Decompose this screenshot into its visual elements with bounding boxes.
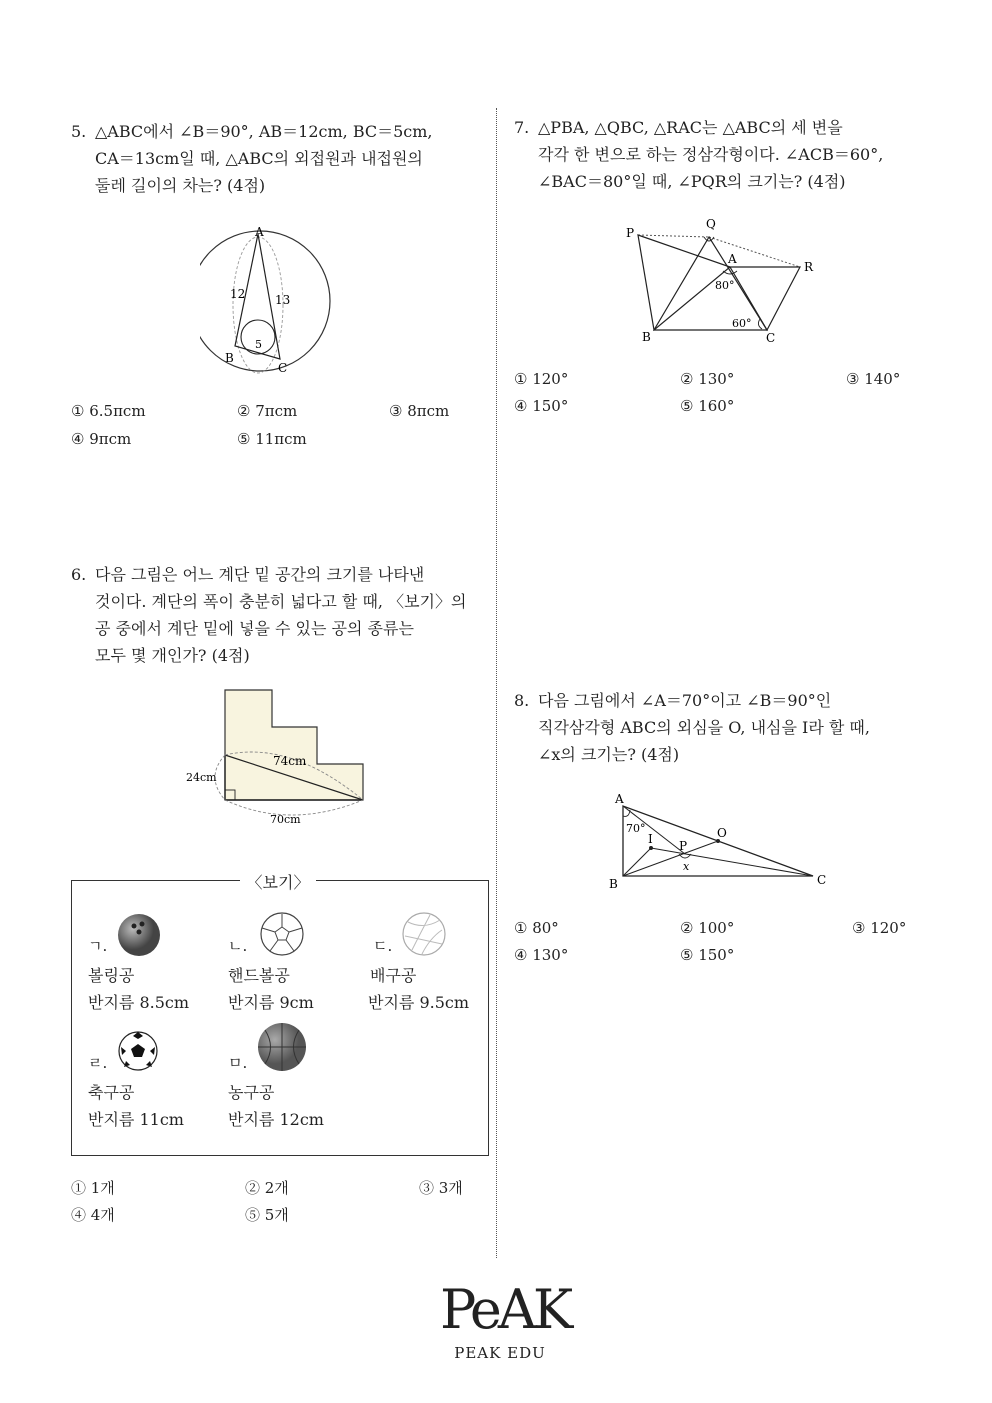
- question-7: [514, 114, 924, 195]
- label-o: O: [717, 826, 727, 840]
- ball-radius: 반지름 11cm: [88, 1110, 184, 1129]
- logo-mark: PeAK: [440, 1278, 570, 1341]
- question-number: 5.: [71, 122, 87, 141]
- question-text-line: 각각 한 변으로 하는 정삼각형이다. ∠ACB＝60°,: [538, 145, 884, 164]
- label-a: A: [615, 792, 624, 806]
- ball-name: 배구공: [370, 966, 417, 985]
- label-side-bc: 5: [255, 338, 262, 351]
- question-number: 7.: [514, 118, 530, 137]
- ball-name: 핸드볼공: [228, 966, 290, 985]
- choice-4[interactable]: ④ 9πcm: [71, 430, 132, 448]
- ball-name: 축구공: [88, 1083, 135, 1102]
- ball-name: 농구공: [228, 1083, 275, 1102]
- q8-figure-right-triangle: [605, 788, 835, 893]
- ball-letter: ㄱ.: [88, 937, 108, 955]
- choice-4[interactable]: ④ 150°: [514, 397, 569, 415]
- q6-figure-staircase: [180, 685, 380, 830]
- choice-5[interactable]: ⑤ 5개: [245, 1206, 289, 1224]
- question-text-line: 모두 몇 개인가? (4점): [95, 646, 250, 665]
- choice-1[interactable]: ① 6.5πcm: [71, 402, 146, 420]
- label-base: 70cm: [270, 813, 301, 826]
- label-angle-c: 60°: [732, 317, 752, 330]
- volleyball-icon: [400, 910, 448, 958]
- label-q: Q: [706, 217, 716, 231]
- label-angle-a: 70°: [626, 822, 646, 835]
- choice-2[interactable]: ② 130°: [680, 370, 735, 388]
- question-number: 6.: [71, 565, 87, 584]
- label-p: P: [626, 226, 635, 240]
- label-side-ac: 13: [275, 293, 291, 307]
- choice-5[interactable]: ⑤ 150°: [680, 946, 735, 964]
- question-text-line: 직각삼각형 ABC의 외심을 O, 내심을 I라 할 때,: [538, 718, 870, 737]
- ball-letter: ㅁ.: [228, 1054, 248, 1072]
- question-text-line: CA＝13cm일 때, △ABC의 외접원과 내접원의: [95, 149, 423, 168]
- choice-4[interactable]: ④ 4개: [71, 1206, 115, 1224]
- choice-1[interactable]: ① 120°: [514, 370, 569, 388]
- question-text-line: ∠BAC＝80°일 때, ∠PQR의 크기는? (4점): [538, 172, 846, 191]
- ball-radius: 반지름 12cm: [228, 1110, 324, 1129]
- ball-radius: 반지름 9.5cm: [368, 993, 470, 1012]
- choice-2[interactable]: ② 100°: [680, 919, 735, 937]
- q5-figure-circle-triangle: [200, 222, 340, 382]
- label-angle-a: 80°: [715, 279, 735, 292]
- label-i: I: [648, 832, 653, 846]
- choice-3[interactable]: ③ 120°: [852, 919, 907, 937]
- label-r: R: [804, 260, 814, 274]
- choice-4[interactable]: ④ 130°: [514, 946, 569, 964]
- ball-letter: ㄴ.: [228, 937, 248, 955]
- question-text-line: ∠x의 크기는? (4점): [538, 745, 680, 764]
- label-x: x: [683, 860, 690, 873]
- bowling-ball-icon: [116, 912, 162, 958]
- label-b: B: [642, 330, 651, 344]
- ball-radius: 반지름 9cm: [228, 993, 314, 1012]
- question-text-line: 공 중에서 계단 밑에 넣을 수 있는 공의 종류는: [95, 619, 414, 638]
- label-a: A: [255, 225, 264, 239]
- question-text-line: 다음 그림은 어느 계단 밑 공간의 크기를 나타낸: [95, 565, 425, 584]
- logo-brand-text: PEAK EDU: [454, 1344, 546, 1362]
- question-number: 8.: [514, 691, 530, 710]
- bogi-title: 〈보기〉: [240, 870, 316, 893]
- choice-1[interactable]: ① 1개: [71, 1179, 115, 1197]
- ball-letter: ㄹ.: [88, 1054, 108, 1072]
- choice-3[interactable]: ③ 8πcm: [389, 402, 450, 420]
- question-text-line: △PBA, △QBC, △RAC는 △ABC의 세 변을: [538, 118, 843, 137]
- label-a: A: [728, 252, 737, 266]
- column-divider: [496, 108, 497, 1258]
- choice-2[interactable]: ② 7πcm: [237, 402, 298, 420]
- q7-figure-equilateral-triangles: [620, 215, 820, 350]
- label-c: C: [817, 873, 827, 887]
- question-text-line: 둘레 길이의 차는? (4점): [95, 176, 266, 195]
- ball-letter: ㄷ.: [373, 937, 393, 955]
- label-side-ab: 12: [230, 287, 246, 301]
- choice-5[interactable]: ⑤ 11πcm: [237, 430, 307, 448]
- question-text-line: 다음 그림에서 ∠A＝70°이고 ∠B＝90°인: [538, 691, 832, 710]
- soccer-ball-icon: [116, 1029, 160, 1073]
- question-8: [514, 687, 924, 768]
- choice-2[interactable]: ② 2개: [245, 1179, 289, 1197]
- ball-radius: 반지름 8.5cm: [88, 993, 190, 1012]
- label-b: B: [225, 351, 234, 365]
- question-5: [71, 118, 481, 199]
- ball-name: 볼링공: [88, 966, 135, 985]
- choice-5[interactable]: ⑤ 160°: [680, 397, 735, 415]
- choice-1[interactable]: ① 80°: [514, 919, 559, 937]
- peak-edu-logo: [440, 1278, 570, 1362]
- label-c: C: [766, 331, 776, 345]
- label-b: B: [609, 877, 618, 891]
- label-hypotenuse: 74cm: [273, 754, 307, 768]
- label-c: C: [278, 361, 288, 375]
- basketball-icon: [256, 1021, 308, 1073]
- question-text-line: △ABC에서 ∠B＝90°, AB＝12cm, BC＝5cm,: [95, 122, 433, 141]
- handball-icon: [258, 910, 306, 958]
- label-height: 24cm: [186, 771, 217, 784]
- choice-3[interactable]: ③ 3개: [419, 1179, 463, 1197]
- question-text-line: 것이다. 계단의 폭이 충분히 넓다고 할 때, 〈보기〉의: [95, 592, 467, 611]
- choice-3[interactable]: ③ 140°: [846, 370, 901, 388]
- question-6: [71, 561, 481, 669]
- label-p: P: [679, 839, 688, 853]
